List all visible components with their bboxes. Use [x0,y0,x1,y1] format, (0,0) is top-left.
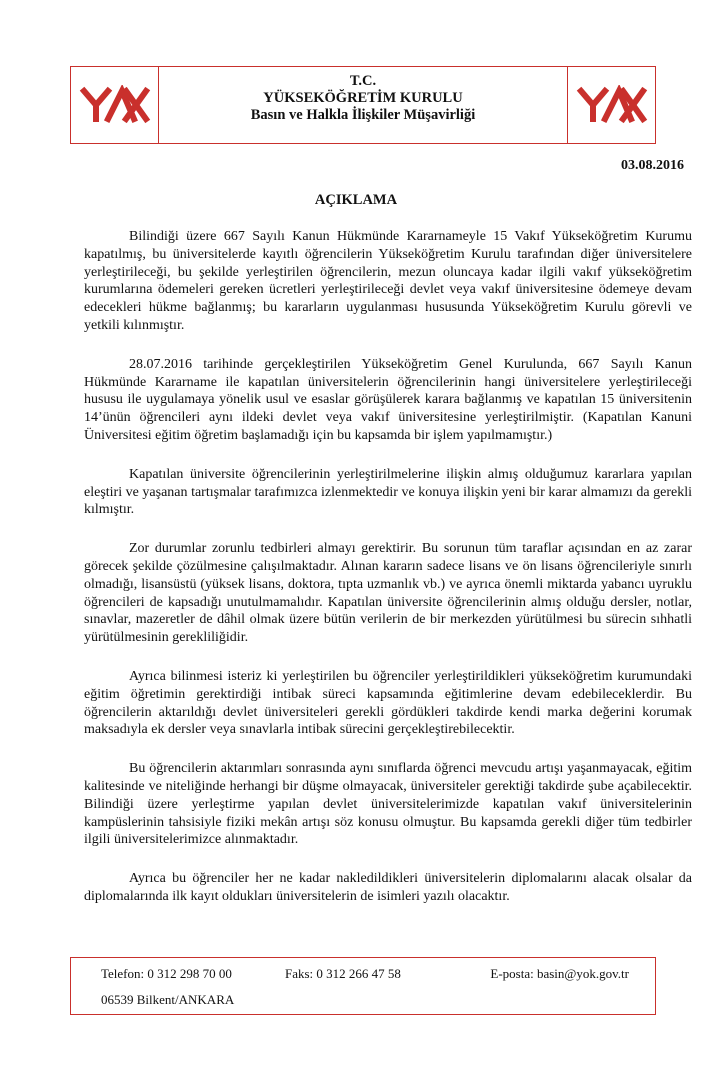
paragraph: 28.07.2016 tarihinde gerçekleştirilen Yükseköğretim Genel Kurulunda, 667 Sayılı Kanun Hükmünde Kararname ile kapatılan üniversitelerin öğrencilerinin hangi üniversitelere yerleştirileceği hususu ile uygulamaya yönelik usul ve esaslar görüşülerek karara bağlanmış ve kapatılan 15 üniversitenin 14’ünün öğrencileri aynı ildeki devlet veya vakıf üniversitesine yerleştirilmiştir. (Kapatılan Kanuni Üniversitesi eğitim öğretim başlamadığı için bu kapsamda bir işlem yapılmamıştır.) [84,356,692,443]
letterhead-title [159,73,567,124]
paragraph: Bilindiği üzere 667 Sayılı Kanun Hükmünde Kararnameyle 15 Vakıf Yükseköğretim Kurumu kapatılmış, bu üniversitelerde kayıtlı öğrencilerin Yükseköğretim Kurulu tarafından diğer üniversitelere yerleştirileceği, bu şekilde yerleştirilen öğrencilerin, mezun oluncaya kadar ilgili vakıf yükseköğretim kurumlarına ödemeleri gereken ücretleri yerleştirileceği devlet veya vakıf üniversitesine ödemeye devam edecekleri hükme bağlanmış; bu kararların uygulanması hususunda Yükseköğretim Kurulu görevli ve yetkili kılınmıştır. [84,229,692,333]
header-line-tc: T.C. [349,73,377,89]
footer-phone: Telefon: 0 312 298 70 00 [101,966,232,981]
footer-fax: Faks: 0 312 266 47 58 [285,966,401,981]
contact-footer [70,957,656,1015]
letterhead [70,66,656,144]
paragraph: Ayrıca bilinmesi isteriz ki yerleştirilen bu öğrenciler yerleştirildikleri yükseköğretim kurumundaki eğitim öğretimin gerektirdiği intibak süreci kapsamında eğitimlerine devam edebileceklerdir. Bu öğrencilerin aktarıldığı devlet üniversiteleri gerekli gördükleri takdirde kendi marka değerini korumak maksadıyla ek dersler veya sınavlarla intibak sürecini gerçekleştirebilecektir. [84,668,692,738]
document-title: AÇIKLAMA [314,192,398,208]
logo-right [567,67,655,143]
yok-logo-icon [78,85,152,125]
paragraph: Bu öğrencilerin aktarımları sonrasında aynı sınıflarda öğrenci mevcudu artışı yaşanmayacak, eğitim kalitesinde ve niteliğinde herhangi bir düşme olmayacak, üniversiteler gerektiği takdirde şube açabilecektir. Bilindiği üzere yerleştirme yapılan devlet üniversitelerimizde kapatılan vakıf üniversitelerinin kampüslerinin tahsisiyle fiziki mekân artışı söz konusu olmuştur. Bu kapsamda gerekli diğer tüm tedbirler ilgili üniversitelerimizce alınmaktadır. [84,761,692,848]
paragraph: Zor durumlar zorunlu tedbirleri almayı gerektirir. Bu sorunun tüm taraflar açısından en az zarar görecek şekilde çözülmesine çalışılmaktadır. Alınan kararın sadece lisans ve ön lisans öğrencileriyle sınırlı olmadığı, lisansüstü (yüksek lisans, doktora, tıpta uzmanlık vb.) ve ayrıca önemli miktarda yabancı uyruklu öğrencileri de kapsadığı unutulmamalıdır. Kapatılan üniversite öğrencilerinin almış olduğu dersler, notlar, sınavlar, mazeretler de dâhil olmak üzere bütün verilerin de bir merkezden yürütülmesi bu sürecin sıhhatli yürütülmesinin gerekliliğidir. [84,541,692,646]
footer-email: E-posta: basin@yok.gov.tr [490,966,629,981]
paragraph: Kapatılan üniversite öğrencilerinin yerleştirilmelerine ilişkin almış olduğumuz kararlara yapılan eleştiri ve yaşanan tartışmalar tarafımızca izlenmektedir ve konuya ilişkin yeni bir karar almamızı da gerekli kılmıştır. [84,466,692,518]
header-line-department: Basın ve Halkla İlişkiler Müşavirliği [250,107,476,123]
header-line-institution: YÜKSEKÖĞRETİM KURULU [263,90,463,106]
logo-left [71,67,159,143]
footer-address: 06539 Bilkent/ANKARA [101,992,235,1007]
yok-logo-icon [575,85,649,125]
paragraph: Ayrıca bu öğrenciler her ne kadar nakledildikleri üniversitelerin diplomalarını alacak olsalar da diplomalarında ilk kayıt oldukları üniversitelerin de isimleri yazılı olacaktır. [84,871,692,904]
document-date: 03.08.2016 [621,158,684,173]
document-body [84,228,692,927]
